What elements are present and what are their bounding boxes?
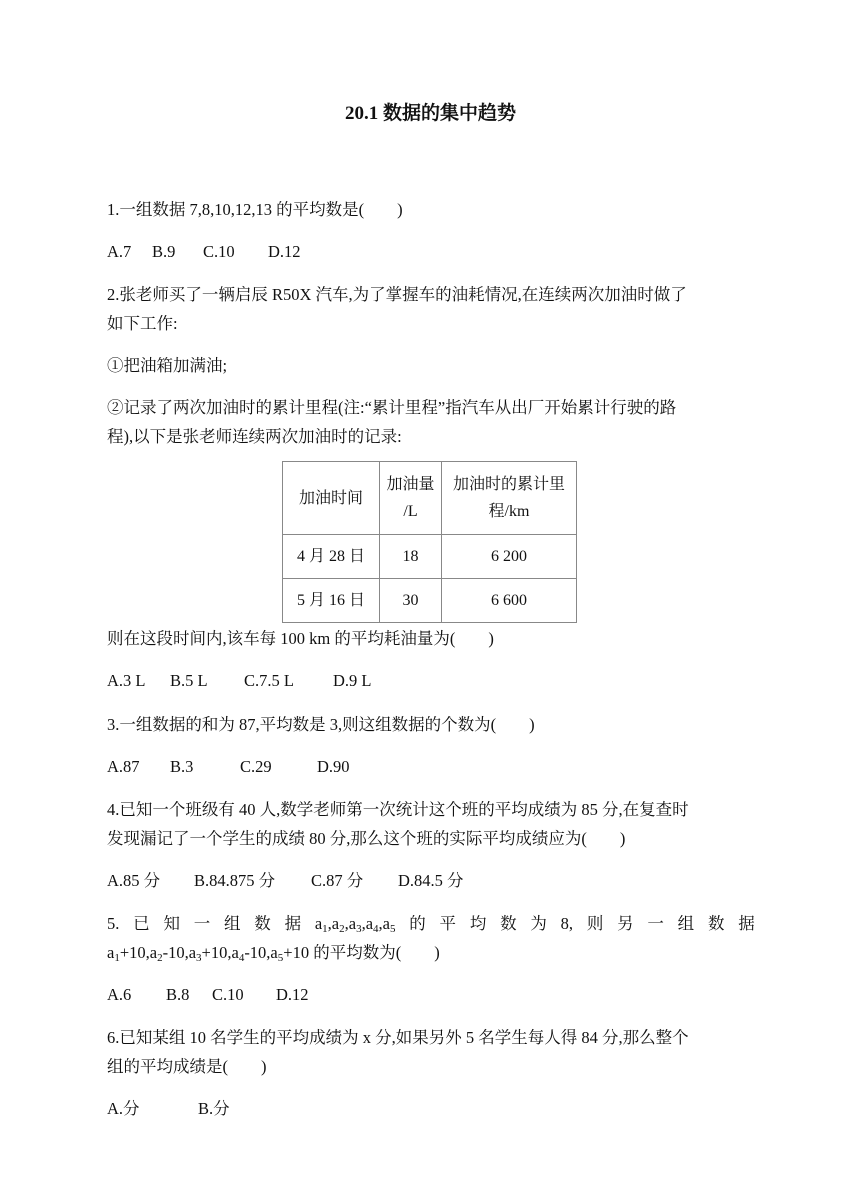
q5-option-a: A.6: [107, 985, 132, 1004]
table-cell: 18: [380, 535, 442, 579]
q4-option-c: C.87 分: [311, 871, 364, 890]
q4-stem-line1: 4.已知一个班级有 40 人,数学老师第一次统计这个班的平均成绩为 85 分,在复查时: [107, 800, 689, 819]
q4-option-b: B.84.875 分: [194, 871, 276, 890]
q1-option-d: D.12: [268, 242, 301, 261]
q5-word: 据: [738, 914, 755, 933]
q5-word: 另: [617, 914, 634, 933]
q5-word: 组: [224, 914, 241, 933]
q3-option-b: B.3: [170, 757, 194, 776]
q5-word: 已: [133, 914, 150, 933]
q4-option-a: A.85 分: [107, 871, 161, 890]
q2-stem-line1: 2.张老师买了一辆启辰 R50X 汽车,为了掌握车的油耗情况,在连续两次加油时做了: [107, 285, 687, 304]
table-header-cell: [283, 462, 380, 535]
q2-step1: ①把油箱加满油;: [107, 356, 228, 375]
q5-word: 的: [409, 914, 426, 933]
q6-stem-line1: 6.已知某组 10 名学生的平均成绩为 x 分,如果另外 5 名学生每人得 84 分,那么整个: [107, 1028, 689, 1047]
q5-stem-line1: [107, 913, 755, 935]
q5-option-b: B.8: [166, 985, 190, 1004]
q5-word: 平: [439, 914, 457, 933]
q2-option-c: C.7.5 L: [244, 671, 294, 690]
table-cell: 5 月 16 日: [283, 579, 380, 623]
header-time-label: 加油时间: [298, 489, 363, 507]
q5-data-list: $a_1,a_2,a_3,a_4,a_5$: [314, 914, 396, 935]
q5-stem-line2: $a_1+10,a_2-10,a_3+10,a_4-10,a_5+10$ 的平均数为( ): [107, 943, 440, 964]
table-row: [283, 579, 577, 623]
table-cell: 6 600: [442, 579, 577, 623]
q4-stem-line2: 发现漏记了一个学生的成绩 80 分,那么这个班的实际平均成绩应为( ): [107, 829, 626, 848]
q6-option-b: B.分: [198, 1099, 230, 1118]
header-amount-line1: 加油量: [386, 476, 435, 493]
page-title: 20.1 数据的集中趋势: [344, 103, 516, 124]
table-row: [283, 535, 577, 579]
q2-stem-line2: 如下工作:: [107, 314, 178, 333]
q2-step2-line1: ②记录了两次加油时的累计里程(注:“累计里程”指汽车从出厂开始累计行驶的路: [107, 398, 677, 417]
q2-option-b: B.5 L: [170, 671, 208, 690]
header-mileage-line1: 加油时的累计里: [452, 476, 565, 493]
q5-word: 为: [530, 914, 547, 933]
q5-word: 数: [500, 914, 517, 933]
q5-word: 5.: [107, 914, 120, 933]
q5-word: 数: [254, 914, 271, 933]
q5-word: 8,: [560, 914, 574, 933]
q5-word: 据: [284, 914, 302, 933]
q5-word: 一: [647, 914, 664, 933]
header-amount-line2: /L: [403, 503, 418, 520]
q5-word: 则: [586, 914, 604, 933]
q3-stem: 3.一组数据的和为 87,平均数是 3,则这组数据的个数为( ): [107, 715, 535, 734]
table-header-cell: [380, 462, 442, 535]
q2-option-d: D.9 L: [333, 671, 372, 690]
q6-option-a: A.分: [107, 1099, 140, 1118]
q5-word: 一: [193, 914, 211, 933]
q1-option-b: B.9: [152, 242, 176, 261]
q6-stem-line2: 组的平均成绩是( ): [107, 1057, 267, 1076]
q5-word: 组: [677, 914, 695, 933]
q5-word: 知: [163, 914, 180, 933]
q2-option-a: A.3 L: [107, 671, 146, 690]
q3-option-c: C.29: [240, 757, 272, 776]
q4-option-d: D.84.5 分: [398, 871, 464, 890]
header-mileage-line2: 程/km: [488, 503, 530, 520]
q5-option-d: D.12: [276, 985, 309, 1004]
table-cell: 6 200: [442, 535, 577, 579]
q5-word: 均: [469, 914, 487, 933]
table-header-cell: [442, 462, 577, 535]
q2-question: 则在这段时间内,该车每 100 km 的平均耗油量为( ): [107, 629, 494, 648]
table-header-row: [283, 462, 577, 535]
q5-option-c: C.10: [212, 985, 244, 1004]
q1-stem: 1.一组数据 7,8,10,12,13 的平均数是( ): [107, 200, 403, 219]
q1-option-c: C.10: [203, 242, 235, 261]
table-cell: 30: [380, 579, 442, 623]
fuel-record-table: [282, 461, 577, 623]
q3-option-d: D.90: [317, 757, 350, 776]
table-cell: 4 月 28 日: [283, 535, 380, 579]
q2-step2-line2: 程),以下是张老师连续两次加油时的记录:: [107, 427, 402, 446]
q5-word: 数: [707, 914, 725, 933]
q1-option-a: A.7: [107, 242, 132, 261]
q3-option-a: A.87: [107, 757, 140, 776]
